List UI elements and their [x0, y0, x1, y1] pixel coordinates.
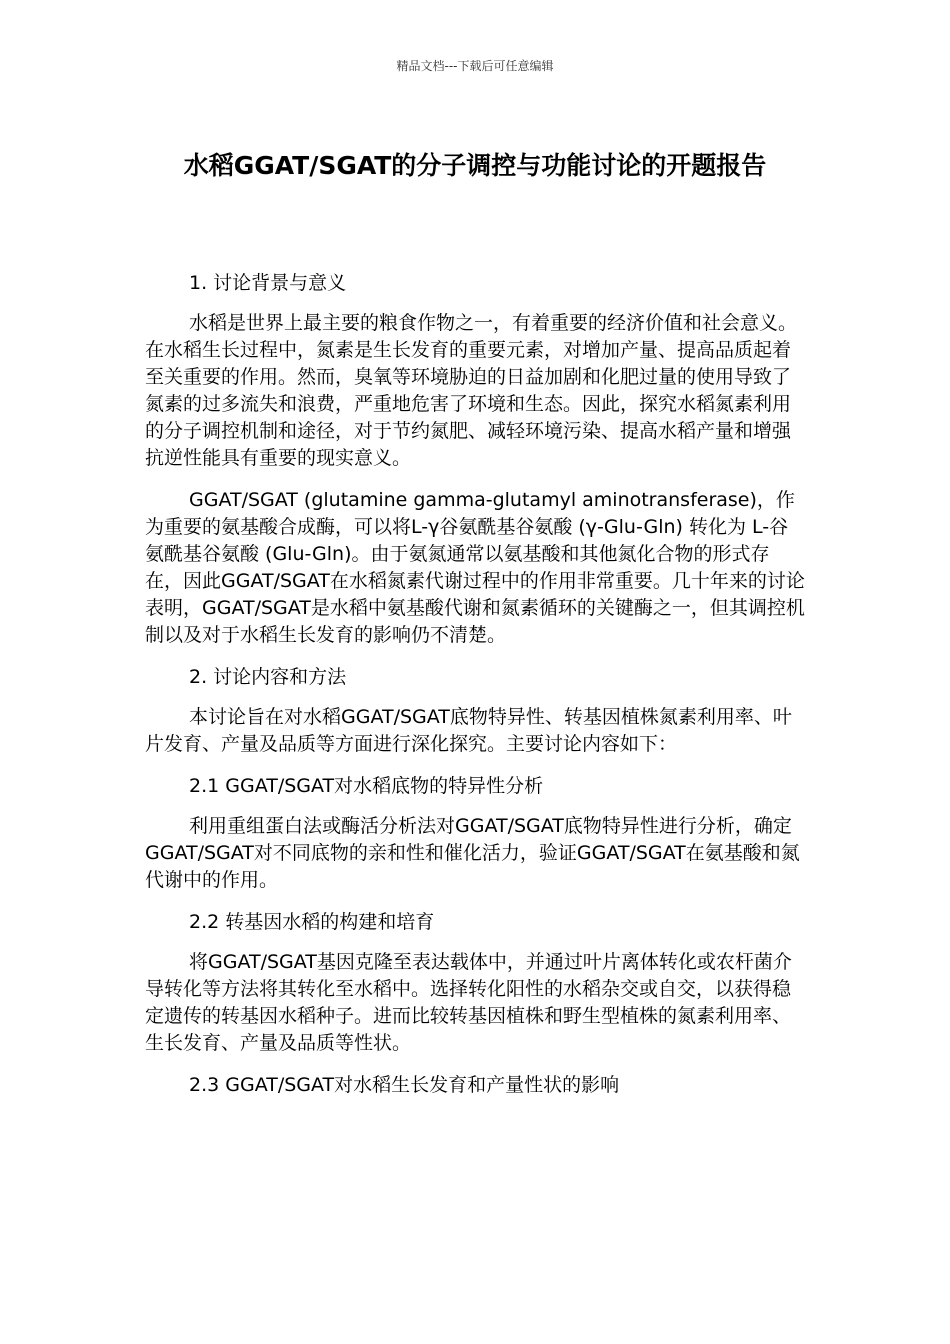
subsection-heading-2-2: 2.2 转基因水稻的构建和培育 — [189, 911, 435, 933]
subsection-heading-2-3: 2.3 GGAT/SGAT对水稻生长发育和产量性状的影响 — [189, 1074, 620, 1096]
paragraph-transgenic-rice: 将GGAT/SGAT基因克隆至表达载体中，并通过叶片离体转化或农杆菌介导转化等方法将其转化至水稻中。选择转化阳性的水稻杂交或自交，以获得稳定遗传的转基因水稻种子。进而比较转基因植株和野生型植株的氮素利用率、生长发育、产量及品质等性状。 — [145, 951, 792, 1054]
paragraph-ggat-intro: GGAT/SGAT (glutamine gamma-glutamyl aminotransferase)，作为重要的氨基酸合成酶，可以将L-γ谷氨酰基谷氨酸 (γ-Glu-Gln) 转化为 L-谷氨酰基谷氨酸 (Glu-Gln)。由于氨氮通常以氨基酸和其他氮化合物的形式存在，因此GGAT/SGAT在水稻氮素代谢过程中的作用非常重要。几十年来的讨论表明，GGAT/SGAT是水稻中氨基酸代谢和氮素循环的关键酶之一，但其调控机制以及对于水稻生长发育的影响仍不清楚。 — [145, 489, 805, 646]
document-title: 水稻GGAT/SGAT的分子调控与功能讨论的开题报告 — [183, 151, 767, 180]
paragraph-background: 水稻是世界上最主要的粮食作物之一，有着重要的经济价值和社会意义。在水稻生长过程中，氮素是生长发育的重要元素，对增加产量、提高品质起着至关重要的作用。然而，臭氧等环境胁迫的日益加剧和化肥过量的使用导致了氮素的过多流失和浪费，严重地危害了环境和生态。因此，探究水稻氮素利用的分子调控机制和途径，对于节约氮肥、减轻环境污染、提高水稻产量和增强抗逆性能具有重要的现实意义。 — [145, 312, 798, 469]
document-body — [145, 270, 805, 1112]
page-header-note: 精品文档---下载后可任意编辑 — [396, 59, 554, 73]
section-heading-content-methods: 2. 讨论内容和方法 — [189, 666, 347, 688]
paragraph-research-aim: 本讨论旨在对水稻GGAT/SGAT底物特异性、转基因植株氮素利用率、叶片发育、产量及品质等方面进行深化探究。主要讨论内容如下： — [145, 706, 792, 755]
subsection-heading-2-1: 2.1 GGAT/SGAT对水稻底物的特异性分析 — [189, 775, 544, 797]
section-heading-background: 1. 讨论背景与意义 — [189, 272, 347, 294]
paragraph-substrate-analysis: 利用重组蛋白法或酶活分析法对GGAT/SGAT底物特异性进行分析，确定GGAT/SGAT对不同底物的亲和性和催化活力，验证GGAT/SGAT在氨基酸和氮代谢中的作用。 — [145, 815, 800, 891]
